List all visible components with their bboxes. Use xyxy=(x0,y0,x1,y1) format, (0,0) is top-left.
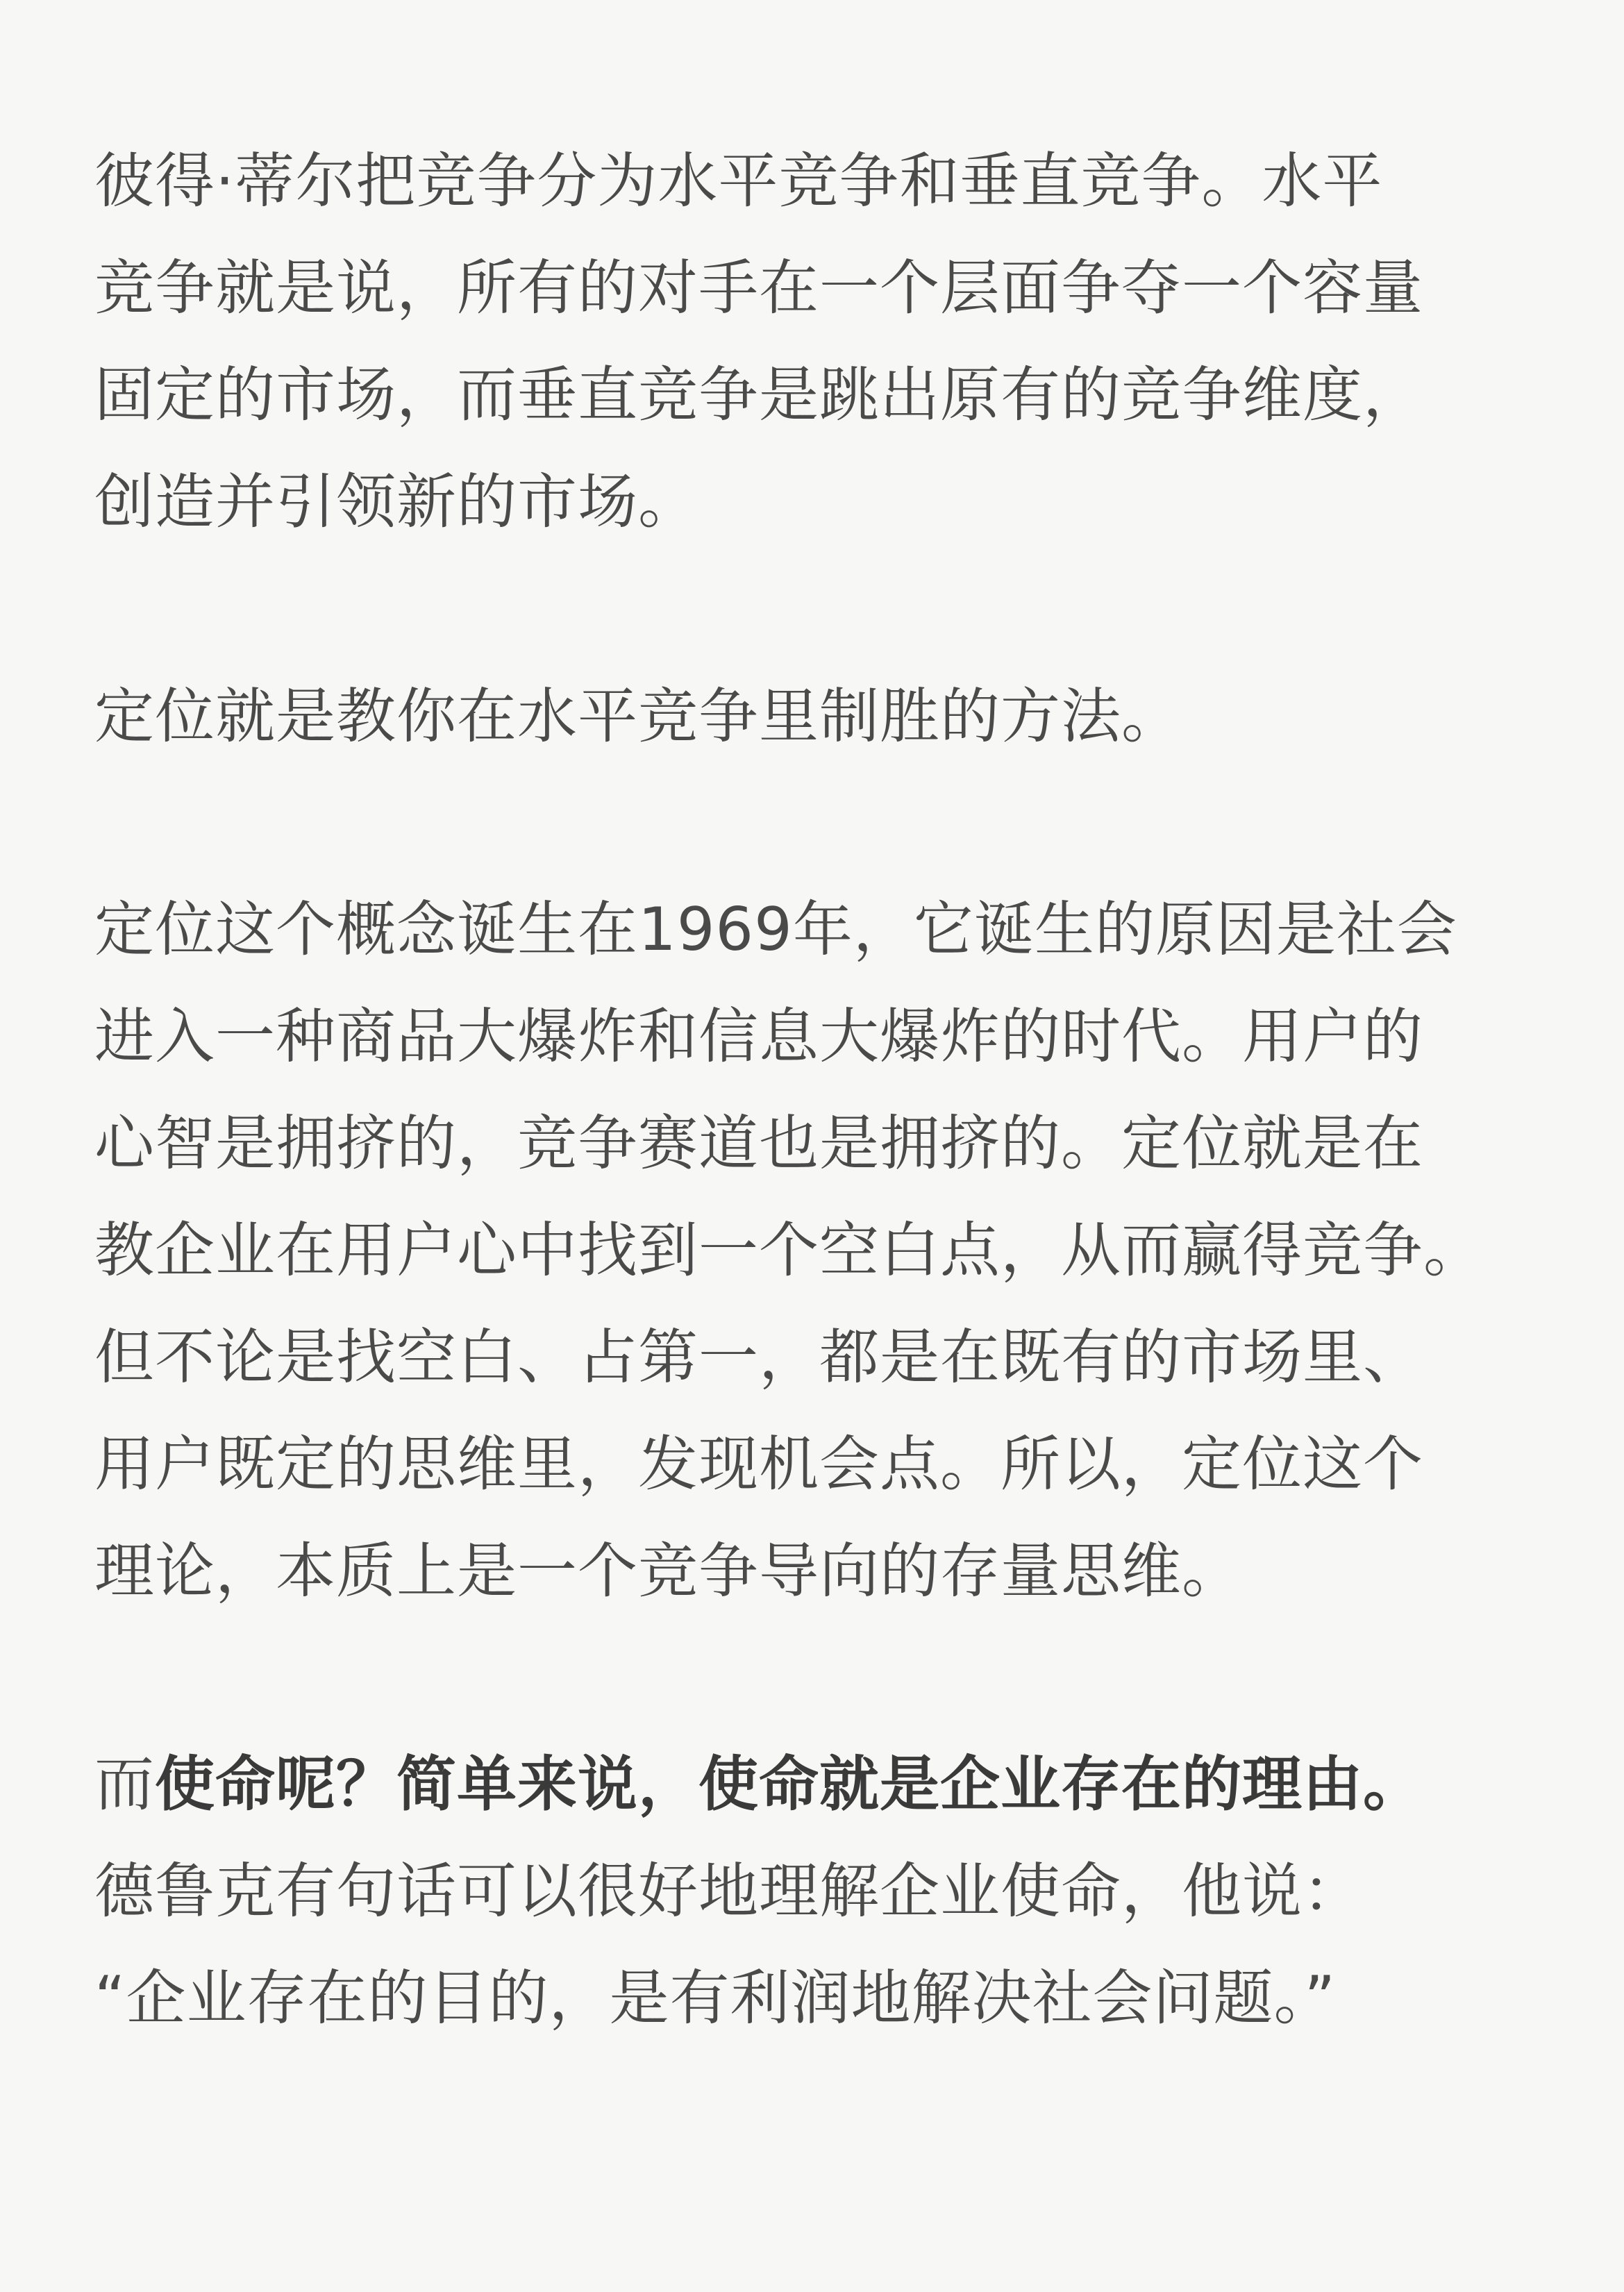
paragraph-positioning xyxy=(94,663,1532,770)
quote-line: “企业存在的目的，是有利润地解决社会问题。” xyxy=(94,1964,1337,2033)
text-line: 但不论是找空白、占第一，都是在既有的市场里、 xyxy=(94,1323,1423,1392)
text-line: 进入一种商品大爆炸和信息大爆炸的时代。用户的 xyxy=(94,1002,1423,1071)
paragraph-positioning-history xyxy=(94,876,1532,1625)
paragraph-competition-types xyxy=(94,128,1532,555)
paragraph-mission xyxy=(94,1731,1532,2052)
text-line: 固定的市场，而垂直竞争是跳出原有的竞争维度， xyxy=(94,360,1423,430)
text-line: 用户既定的思维里，发现机会点。所以，定位这个 xyxy=(94,1430,1423,1499)
text-line: 心智是拥挤的，竞争赛道也是拥挤的。定位就是在 xyxy=(94,1109,1423,1178)
text-line: 理论，本质上是一个竞争导向的存量思维。 xyxy=(94,1537,1242,1606)
text-bold-emphasis: 使命呢？简单来说，使命就是企业存在的理由。 xyxy=(155,1750,1423,1819)
text-line: 定位这个概念诞生在1969年，它诞生的原因是社会 xyxy=(94,895,1457,964)
text-line: 定位就是教你在水平竞争里制胜的方法。 xyxy=(94,682,1182,751)
text-line: 彼得·蒂尔把竞争分为水平竞争和垂直竞争。水平 xyxy=(94,147,1383,216)
text-line: 德鲁克有句话可以很好地理解企业使命，他说： xyxy=(94,1857,1363,1926)
text-line: 竞争就是说，所有的对手在一个层面争夺一个容量 xyxy=(94,253,1423,323)
text-line: 教企业在用户心中找到一个空白点，从而赢得竞争。 xyxy=(94,1216,1484,1285)
text-plain: 而 xyxy=(94,1750,155,1819)
text-line: 创造并引领新的市场。 xyxy=(94,467,698,537)
text-line xyxy=(94,1731,1532,1838)
